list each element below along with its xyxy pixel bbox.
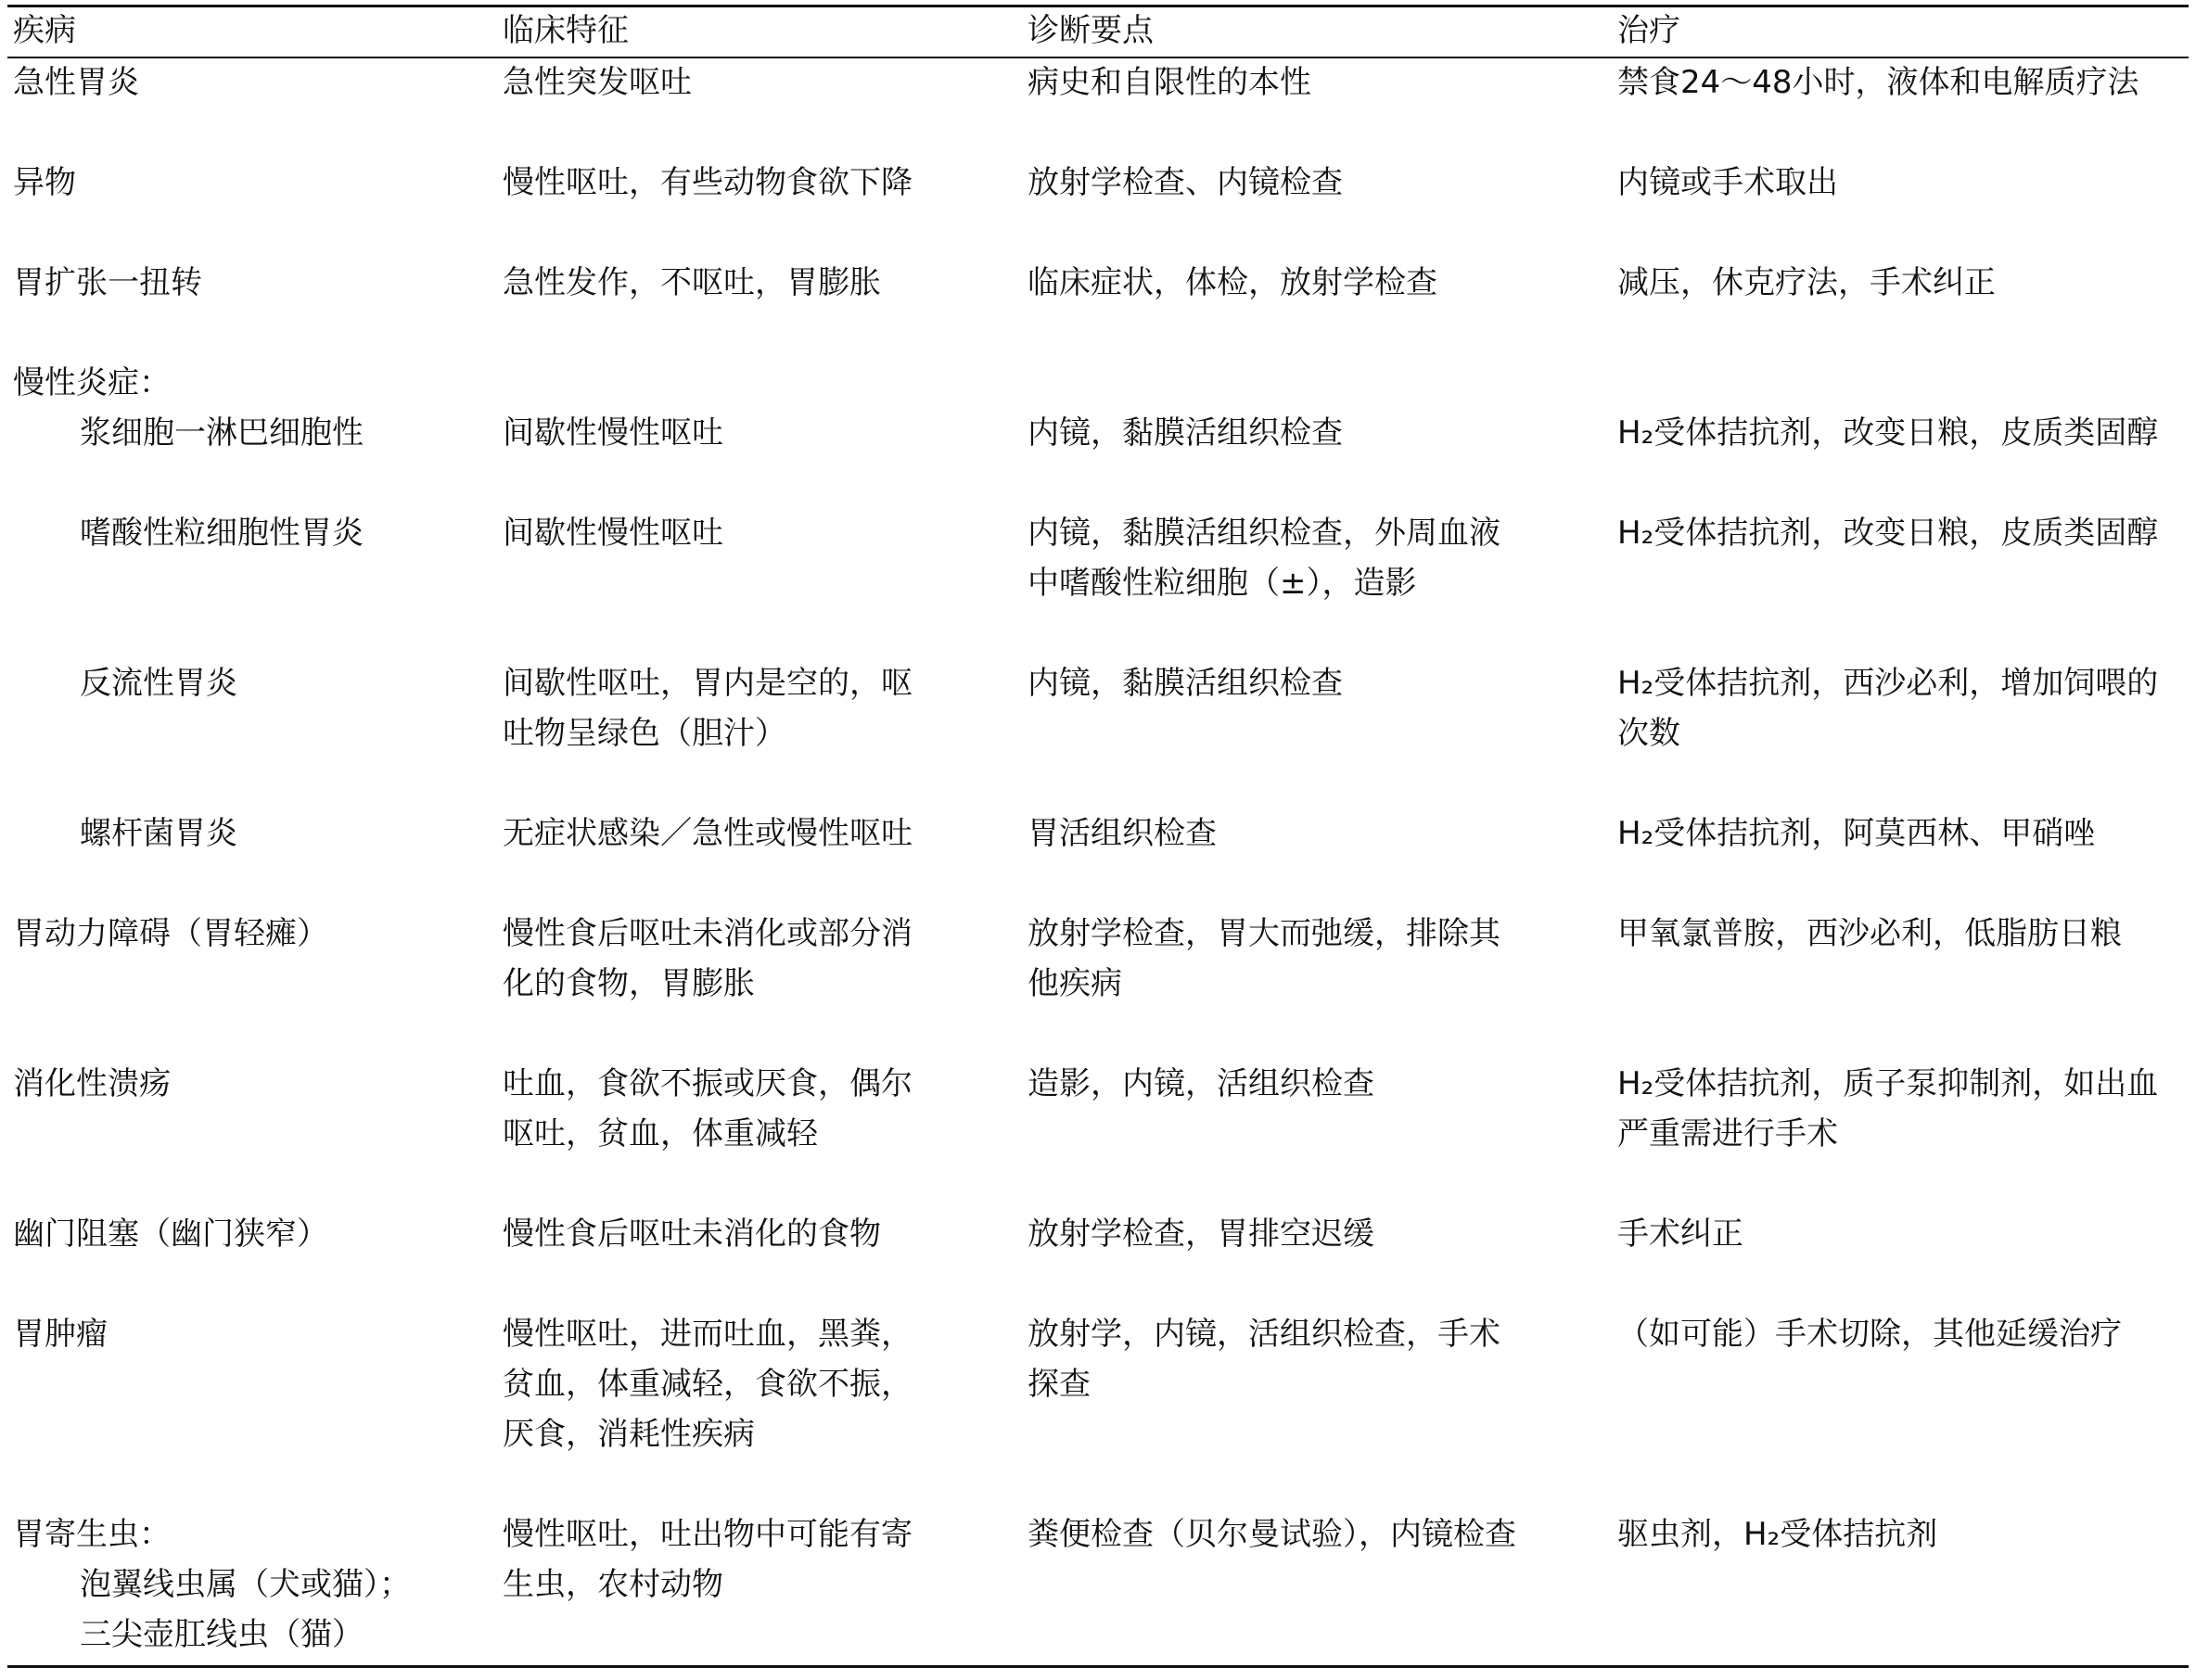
- clinical-cell: 慢性食后呕吐未消化或部分消 化的食物，胃膨胀: [503, 915, 913, 1002]
- clinical-cell: 吐血，食欲不振或厌食，偶尔 呕吐，贫血，体重减轻: [503, 1065, 913, 1152]
- clinical-cell: 间歇性慢性呕吐: [503, 414, 723, 452]
- clinical-cell: 无症状感染／急性或慢性呕吐: [503, 815, 913, 852]
- treatment-cell: （如可能）手术切除，其他延缓治疗: [1617, 1316, 2122, 1353]
- diagnosis-cell: 放射学检查，胃大而弛缓，排除其 他疾病: [1028, 915, 1500, 1002]
- disease-cell: 急性胃炎: [13, 64, 139, 101]
- clinical-cell: 慢性食后呕吐未消化的食物: [503, 1215, 881, 1253]
- disease-cell: 反流性胃炎: [80, 665, 237, 702]
- diagnosis-cell: 放射学检查、内镜检查: [1028, 164, 1343, 201]
- diagnosis-cell: 内镜，黏膜活组织检查: [1028, 665, 1343, 702]
- clinical-cell: 慢性呕吐，吐出物中可能有寄 生虫，农村动物: [503, 1516, 913, 1603]
- diagnosis-cell: 内镜，黏膜活组织检查: [1028, 414, 1343, 452]
- diagnosis-cell: 内镜，黏膜活组织检查，外周血液 中嗜酸性粒细胞（±），造影: [1028, 515, 1500, 602]
- diagnosis-cell: 病史和自限性的本性: [1028, 64, 1311, 101]
- header-disease: 疾病: [13, 12, 76, 49]
- disease-cell: 胃动力障碍（胃轻瘫）: [13, 915, 328, 952]
- header-treatment: 治疗: [1617, 12, 1680, 49]
- clinical-cell: 急性发作，不呕吐，胃膨胀: [503, 264, 881, 301]
- disease-cell: 消化性溃疡: [13, 1065, 171, 1102]
- disease-cell: 浆细胞一淋巴细胞性: [80, 414, 364, 452]
- treatment-cell: H₂受体拮抗剂，阿莫西林、甲硝唑: [1617, 815, 2096, 852]
- treatment-cell: 禁食24～48小时，液体和电解质疗法: [1617, 64, 2139, 101]
- disease-cell: 异物: [13, 164, 76, 201]
- header-diagnosis: 诊断要点: [1028, 12, 1154, 49]
- disease-cell: 胃寄生虫： 泡翼线虫属（犬或猫）； 三尖壶肛线虫（猫）: [13, 1516, 411, 1653]
- treatment-cell: H₂受体拮抗剂，西沙必利，增加饲喂的 次数: [1617, 665, 2159, 752]
- treatment-cell: 驱虫剂，H₂受体拮抗剂: [1617, 1516, 1938, 1553]
- bottom-rule: [7, 1665, 2189, 1668]
- header-clinical: 临床特征: [503, 12, 629, 49]
- diagnosis-cell: 造影，内镜，活组织检查: [1028, 1065, 1374, 1102]
- clinical-cell: 慢性呕吐，进而吐血，黑粪， 贫血，体重减轻，食欲不振， 厌食，消耗性疾病: [503, 1316, 913, 1453]
- clinical-cell: 慢性呕吐，有些动物食欲下降: [503, 164, 913, 201]
- clinical-cell: 间歇性慢性呕吐: [503, 515, 723, 552]
- disease-cell: 胃扩张一扭转: [13, 264, 202, 301]
- diagnosis-cell: 粪便检查（贝尔曼试验），内镜检查: [1028, 1516, 1516, 1553]
- clinical-cell: 间歇性呕吐，胃内是空的，呕 吐物呈绿色（胆汁）: [503, 665, 913, 752]
- clinical-cell: 急性突发呕吐: [503, 64, 692, 101]
- diagnosis-cell: 临床症状，体检，放射学检查: [1028, 264, 1437, 301]
- disease-cell: 胃肿瘤: [13, 1316, 108, 1353]
- diagnosis-cell: 胃活组织检查: [1028, 815, 1217, 852]
- diagnosis-cell: 放射学检查，胃排空迟缓: [1028, 1215, 1374, 1253]
- treatment-cell: 内镜或手术取出: [1617, 164, 1838, 201]
- disease-cell: 幽门阻塞（幽门狭窄）: [13, 1215, 328, 1253]
- disease-cell: 嗜酸性粒细胞性胃炎: [80, 515, 364, 552]
- disease-cell: 螺杆菌胃炎: [80, 815, 237, 852]
- treatment-cell: 手术纠正: [1617, 1215, 1743, 1253]
- treatment-cell: 减压，休克疗法，手术纠正: [1617, 264, 1996, 301]
- group-heading: 慢性炎症：: [13, 364, 171, 401]
- treatment-cell: H₂受体拮抗剂，改变日粮，皮质类固醇: [1617, 414, 2159, 452]
- treatment-cell: H₂受体拮抗剂，改变日粮，皮质类固醇: [1617, 515, 2159, 552]
- diagnosis-cell: 放射学，内镜，活组织检查，手术 探查: [1028, 1316, 1500, 1403]
- treatment-cell: H₂受体拮抗剂，质子泵抑制剂，如出血 严重需进行手术: [1617, 1065, 2159, 1152]
- treatment-cell: 甲氧氯普胺，西沙必利，低脂肪日粮: [1617, 915, 2122, 952]
